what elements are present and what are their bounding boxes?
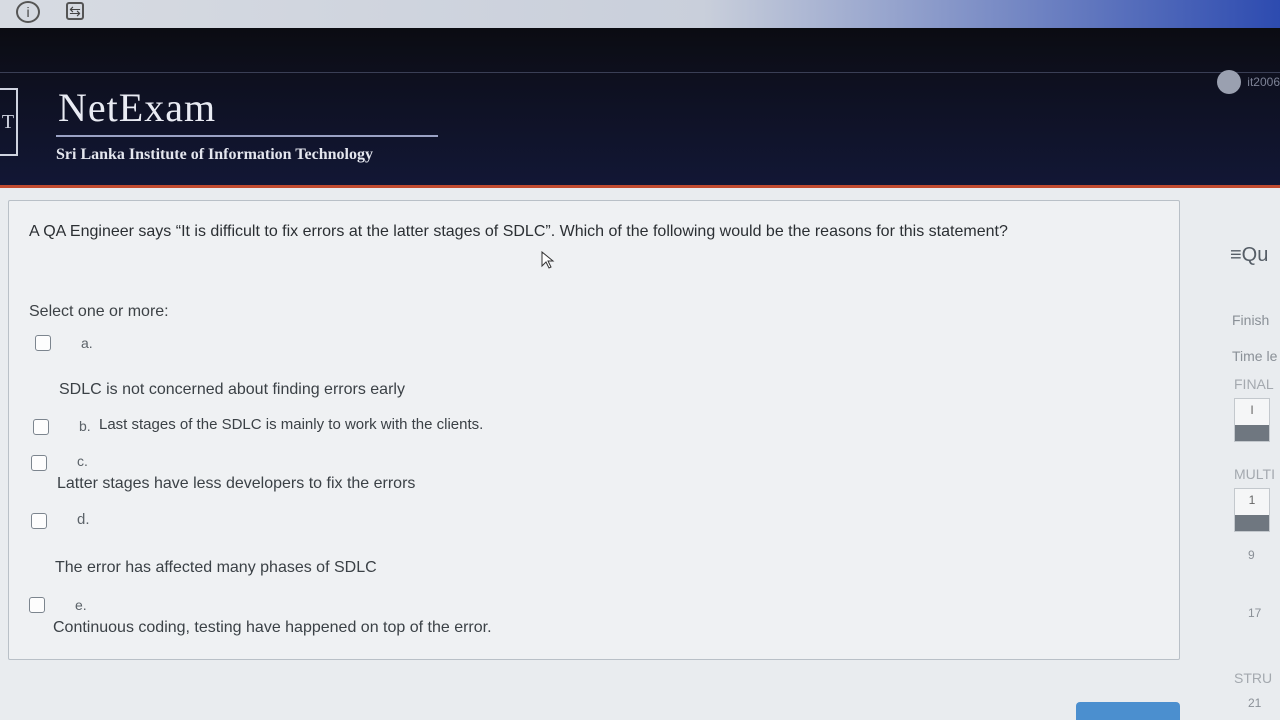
option-c-text[interactable]: Latter stages have less developers to fix the errors (57, 475, 416, 492)
option-e-checkbox[interactable] (29, 597, 45, 613)
nav-number-9[interactable]: 9 (1248, 548, 1255, 562)
option-e-text[interactable]: Continuous coding, testing have happened on top of the error. (53, 619, 492, 636)
browser-toolbar (0, 0, 1280, 28)
select-prompt: Select one or more: (29, 303, 169, 320)
finish-attempt-link[interactable]: Finish (1232, 312, 1270, 328)
section-label-multi: MULTI (1234, 466, 1275, 482)
option-b-text[interactable]: Last stages of the SDLC is mainly to work with the clients. (99, 416, 484, 433)
option-d-text[interactable]: The error has affected many phases of SDLC (55, 559, 377, 576)
option-c-checkbox[interactable] (31, 455, 47, 471)
user-id: it2006 (1247, 75, 1280, 89)
option-a-text[interactable]: SDLC is not concerned about finding errors early (59, 381, 405, 398)
mouse-cursor-icon (541, 251, 555, 269)
option-a-letter: a. (81, 335, 93, 351)
option-a-checkbox[interactable] (35, 335, 51, 351)
institute-logo: T (0, 88, 18, 156)
question-text: A QA Engineer says “It is difficult to fix errors at the latter stages of SDLC”. Which of the following would be the reasons for this statement? (29, 223, 1008, 240)
nav-button-multi[interactable]: 1 (1234, 488, 1270, 532)
question-card (8, 200, 1180, 660)
nav-number-17[interactable]: 17 (1248, 606, 1262, 620)
brand-underline (56, 135, 438, 137)
option-b-letter: b. (79, 418, 91, 434)
menu-icon[interactable]: ≡ (1230, 244, 1242, 266)
page-icon[interactable]: ⇆ (66, 2, 84, 20)
quiz-navigation (1190, 210, 1280, 720)
option-c-letter: c. (77, 453, 88, 469)
header-divider (0, 72, 1280, 73)
nav-button-final[interactable]: I (1234, 398, 1270, 442)
time-left-label: Time le (1232, 348, 1278, 364)
option-e-letter: e. (75, 597, 87, 613)
nav-number-21[interactable]: 21 (1248, 696, 1262, 710)
option-b-checkbox[interactable] (33, 419, 49, 435)
site-header (0, 28, 1280, 188)
info-icon[interactable]: i (16, 1, 40, 23)
avatar[interactable] (1217, 70, 1241, 94)
quiz-nav-title: ≡Qu (1230, 244, 1269, 266)
option-d-letter: d. (77, 511, 90, 528)
institute-name: Sri Lanka Institute of Information Technology (56, 146, 373, 163)
user-menu[interactable] (1217, 70, 1280, 94)
section-label-final: FINAL (1234, 376, 1274, 392)
next-page-button[interactable] (1076, 702, 1180, 720)
section-label-stru: STRU (1234, 670, 1273, 686)
brand-title: NetExam (58, 85, 217, 130)
option-d-checkbox[interactable] (31, 513, 47, 529)
